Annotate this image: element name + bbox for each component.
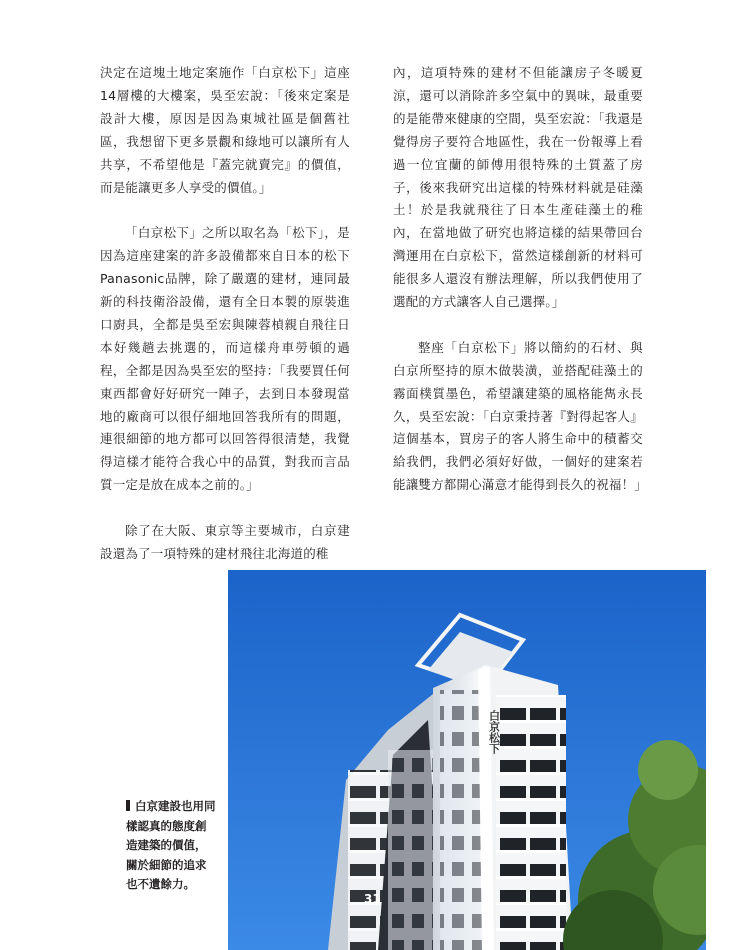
building-photo xyxy=(228,570,706,950)
page-number: 31 xyxy=(364,892,381,906)
paragraph: 整座「白京松下」將以簡約的石材、與白京所堅持的原木做裝潢，並搭配硅藻土的霧面樸質墨色，希望讓建築的風格能雋永長久，吳至宏說：「白京秉持著『對得起客人』這個基本，買房子的客人將生命中的積蓄交給我們，我們必須好好做，一個好的建案若能讓雙方都開心滿意才能得到長久的祝福！」 xyxy=(393,339,648,493)
paragraph: 內，這項特殊的建材不但能讓房子冬暖夏涼，還可以消除許多空氣中的異味，最重要的是能帶來健康的空間，吳至宏說：「我還是覺得房子要符合地區性，我在一份報導上看過一位宜蘭的師傅用很特殊的土質蓋了房子，後來我研究出這樣的特殊材料就是硅藻土！於是我就飛往了日本生產硅藻土的稚內，在當地做了研究也將這樣的結果帶回台灣運用在白京松下，當然這樣創新的材料可能很多人還沒有辦法理解，所以我們使用了選配的方式讓客人自己選擇。」 xyxy=(393,65,643,310)
building-sign: 白京松下 xyxy=(487,710,501,754)
paragraph: 「白京松下」之所以取名為「松下」，是因為這座建案的許多設備都來自日本的松下Panasonic品牌，除了嚴選的建材，連同最新的科技衛浴設備，還有全日本製的原裝進口廚具，全都是吳至宏與陳蓉楨親自飛往日本好幾趟去挑選的，而這樣舟車勞頓的過程，全都是因為吳至宏的堅持：「我要買任何東西都會好好研究一陣子，去到日本發現當地的廠商可以很仔細地回答我所有的問題，連很細節的地方都可以回答得很清楚，我覺得這樣才能符合我心中的品質，對我而言品質一定是放在成本之前的。」 xyxy=(100,225,350,493)
caption-text: 白京建設也用同樣認真的態度創造建築的價值，關於細節的追求也不遺餘力。 xyxy=(126,799,216,891)
photo-caption xyxy=(126,797,216,895)
paragraph: 除了在大阪、東京等主要城市，白京建設還為了一項特殊的建材飛往北海道的稚 xyxy=(100,523,350,561)
article-right-column xyxy=(393,62,648,497)
paragraph: 決定在這塊土地定案施作「白京松下」這座14層樓的大樓案，吳至宏說：「後來定案是設計大樓，原因是因為東城社區是個舊社區，我想留下更多景觀和綠地可以讓所有人共享，不希望他是『蓋完就賣完』的價值，而是能讓更多人享受的價值。」 xyxy=(100,65,350,195)
caption-marker xyxy=(126,800,130,811)
building-illustration xyxy=(228,570,706,950)
article-left-column xyxy=(100,62,350,566)
